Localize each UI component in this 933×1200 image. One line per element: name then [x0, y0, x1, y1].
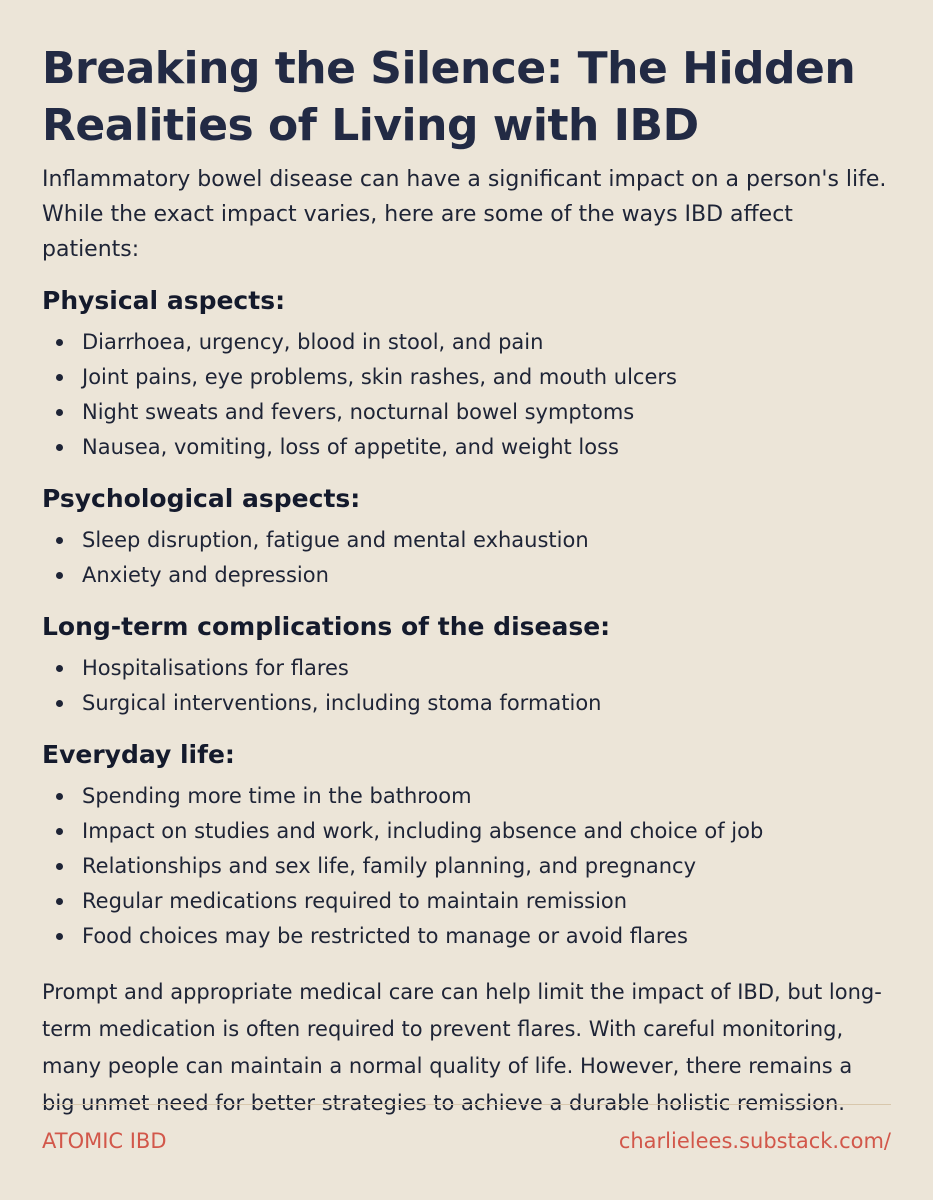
list-item-text: Anxiety and depression — [82, 563, 329, 587]
list-item — [42, 884, 891, 919]
bullet-icon — [56, 572, 63, 579]
bullet-icon — [56, 665, 63, 672]
bullet-icon — [56, 793, 63, 800]
section-everyday-life — [42, 739, 891, 954]
section-heading: Psychological aspects: — [42, 484, 361, 513]
bullet-icon — [56, 339, 63, 346]
page-title: Breaking the Silence: The Hidden Realities of Living with IBD — [42, 43, 856, 151]
intro-paragraph: Inflammatory bowel disease can have a significant impact on a person's life. While the exact impact varies, here are some of the ways IBD affect patients: — [42, 167, 887, 262]
conclusion-paragraph: Prompt and appropriate medical care can help limit the impact of IBD, but long-term medication is often required to prevent flares. With careful monitoring, many people can maintain a normal quality of life. However, there remains a big unmet need for better strategies to achieve a durable holistic remission. — [42, 980, 882, 1115]
section-physical — [42, 285, 891, 465]
list-item-text: Hospitalisations for flares — [82, 656, 349, 680]
section-heading: Everyday life: — [42, 740, 235, 769]
list-item-text: Regular medications required to maintain remission — [82, 889, 628, 913]
list-item-text: Nausea, vomiting, loss of appetite, and weight loss — [82, 435, 619, 459]
list-item-text: Relationships and sex life, family planning, and pregnancy — [82, 854, 697, 878]
bullet-icon — [56, 537, 63, 544]
list-item-text: Joint pains, eye problems, skin rashes, and mouth ulcers — [82, 365, 677, 389]
list-item — [42, 430, 891, 465]
list-item — [42, 849, 891, 884]
section-psychological — [42, 483, 891, 593]
section-long-term — [42, 611, 891, 721]
list-item-text: Spending more time in the bathroom — [82, 784, 472, 808]
bullet-icon — [56, 409, 63, 416]
list-item-text: Diarrhoea, urgency, blood in stool, and pain — [82, 330, 544, 354]
bullet-icon — [56, 828, 63, 835]
list-item — [42, 686, 891, 721]
bullet-list — [42, 651, 891, 721]
footer-link[interactable]: charlielees.substack.com/ — [618, 1129, 891, 1153]
list-item — [42, 558, 891, 593]
bullet-icon — [56, 700, 63, 707]
bullet-list — [42, 779, 891, 954]
bullet-icon — [56, 444, 63, 451]
list-item-text: Food choices may be restricted to manage or avoid flares — [82, 924, 688, 948]
list-item — [42, 779, 891, 814]
bullet-icon — [56, 933, 63, 940]
section-heading: Long-term complications of the disease: — [42, 612, 611, 641]
list-item-text: Surgical interventions, including stoma formation — [82, 691, 602, 715]
bullet-list — [42, 325, 891, 465]
list-item — [42, 814, 891, 849]
list-item-text: Sleep disruption, fatigue and mental exhaustion — [82, 528, 589, 552]
section-heading: Physical aspects: — [42, 286, 286, 315]
bullet-icon — [56, 863, 63, 870]
list-item — [42, 395, 891, 430]
bullet-icon — [56, 374, 63, 381]
list-item — [42, 919, 891, 954]
footer — [42, 1104, 891, 1157]
bullet-icon — [56, 898, 63, 905]
list-item — [42, 325, 891, 360]
bullet-list — [42, 523, 891, 593]
list-item-text: Night sweats and fevers, nocturnal bowel symptoms — [82, 400, 635, 424]
list-item — [42, 523, 891, 558]
footer-brand: ATOMIC IBD — [42, 1129, 167, 1153]
list-item — [42, 360, 891, 395]
list-item — [42, 651, 891, 686]
list-item-text: Impact on studies and work, including absence and choice of job — [82, 819, 764, 843]
